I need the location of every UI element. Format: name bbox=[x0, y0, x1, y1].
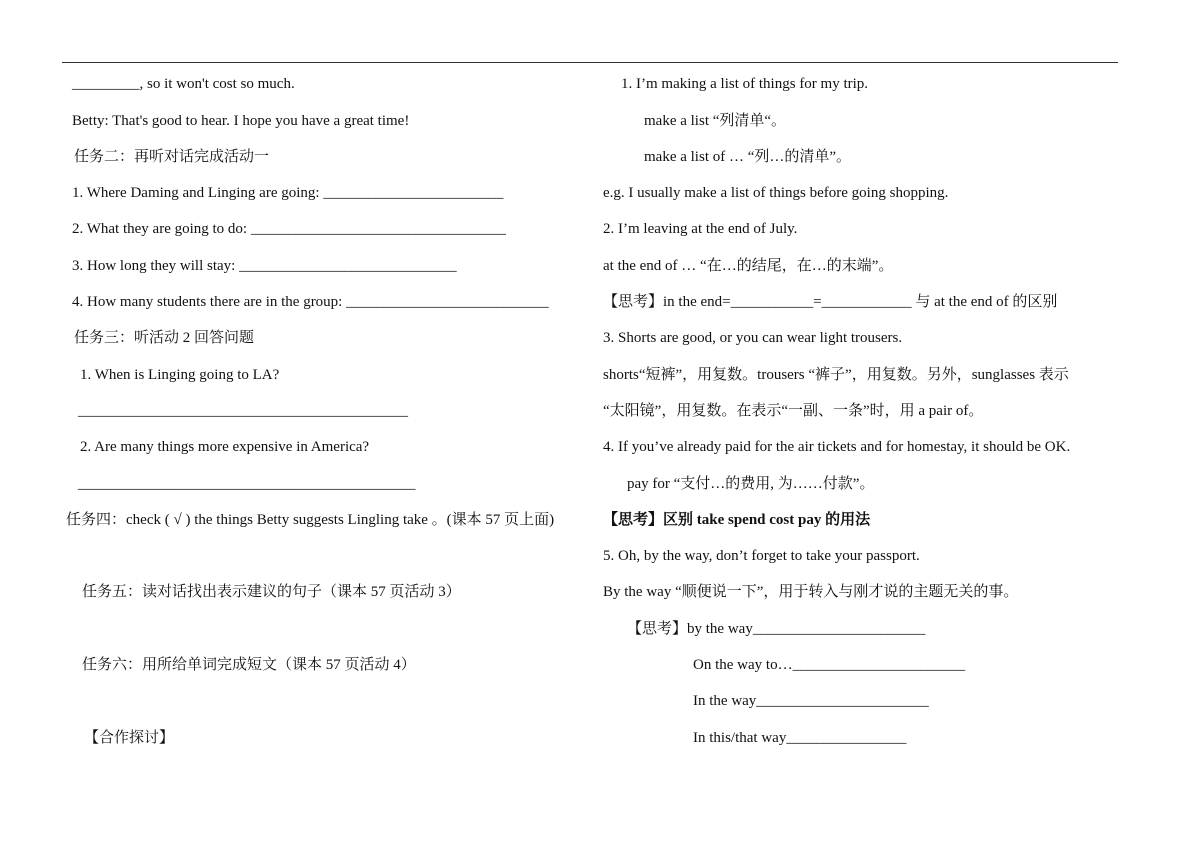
note-3-explain-a: shorts“短裤”，用复数。trousers “裤子”，用复数。另外，sunglasses 表示 bbox=[603, 367, 1069, 383]
task-two-question-1: 1. Where Daming and Linging are going: ________________________ bbox=[72, 185, 504, 201]
note-4-sentence: 4. If you’ve already paid for the air tickets and for homestay, it should be OK. bbox=[603, 439, 1071, 455]
answer-blank-1: ____________________________________________ bbox=[78, 403, 408, 419]
task-five-heading: 任务五：读对话找出表示建议的句子（课本 57 页活动 3） bbox=[82, 584, 461, 600]
note-1-example: e.g. I usually make a list of things before going shopping. bbox=[603, 185, 949, 201]
task-two-question-2: 2. What they are going to do: __________________________________ bbox=[72, 221, 506, 237]
note-5-explain: By the way “顺便说一下”，用于转入与刚才说的主题无关的事。 bbox=[603, 584, 1019, 600]
note-5-blank-a: On the way to…_______________________ bbox=[693, 657, 966, 673]
dialogue-line: _________, so it won't cost so much. bbox=[72, 76, 295, 92]
task-six-heading: 任务六：用所给单词完成短文（课本 57 页活动 4） bbox=[82, 657, 416, 673]
note-1-phrase-b: make a list of … “列…的清单”。 bbox=[644, 149, 852, 165]
note-1-phrase-a: make a list “列清单“。 bbox=[644, 113, 787, 129]
note-5-blank-b: In the way_______________________ bbox=[693, 693, 929, 709]
note-5-sentence: 5. Oh, by the way, don’t forget to take your passport. bbox=[603, 548, 920, 564]
task-four-heading: 任务四：check ( √ ) the things Betty suggests Lingling take 。(课本 57 页上面) bbox=[66, 512, 555, 528]
cooperation-heading: 【合作探讨】 bbox=[84, 730, 175, 746]
header-rule bbox=[62, 62, 1118, 63]
task-three-question-2: 2. Are many things more expensive in America? bbox=[80, 439, 370, 455]
note-3-explain-b: “太阳镜”，用复数。在表示“一副、一条”时，用 a pair of。 bbox=[603, 403, 984, 419]
note-2-sentence: 2. I’m leaving at the end of July. bbox=[603, 221, 798, 237]
task-three-question-1: 1. When is Linging going to LA? bbox=[80, 367, 280, 383]
note-3-sentence: 3. Shorts are good, or you can wear light trousers. bbox=[603, 330, 903, 346]
note-2-think: 【思考】in the end=___________=____________ 与 at the end of 的区别 bbox=[603, 294, 1058, 310]
task-three-heading: 任务三：听活动 2 回答问题 bbox=[74, 330, 255, 346]
note-4-think: 【思考】区别 take spend cost pay 的用法 bbox=[603, 512, 871, 528]
note-4-phrase: pay for “支付…的费用, 为……付款”。 bbox=[627, 476, 875, 492]
dialogue-line-betty: Betty: That's good to hear. I hope you have a great time! bbox=[72, 113, 410, 129]
note-5-think: 【思考】by the way_______________________ bbox=[627, 621, 926, 637]
note-5-blank-c: In this/that way________________ bbox=[693, 730, 907, 746]
answer-blank-2: _____________________________________________ bbox=[78, 476, 416, 492]
note-1-sentence: 1. I’m making a list of things for my trip. bbox=[621, 76, 869, 92]
note-2-phrase: at the end of … “在…的结尾，在…的末端”。 bbox=[603, 258, 894, 274]
task-two-heading: 任务二：再听对话完成活动一 bbox=[74, 149, 270, 165]
task-two-question-3: 3. How long they will stay: _____________________________ bbox=[72, 258, 457, 274]
task-two-question-4: 4. How many students there are in the group: ___________________________ bbox=[72, 294, 549, 310]
